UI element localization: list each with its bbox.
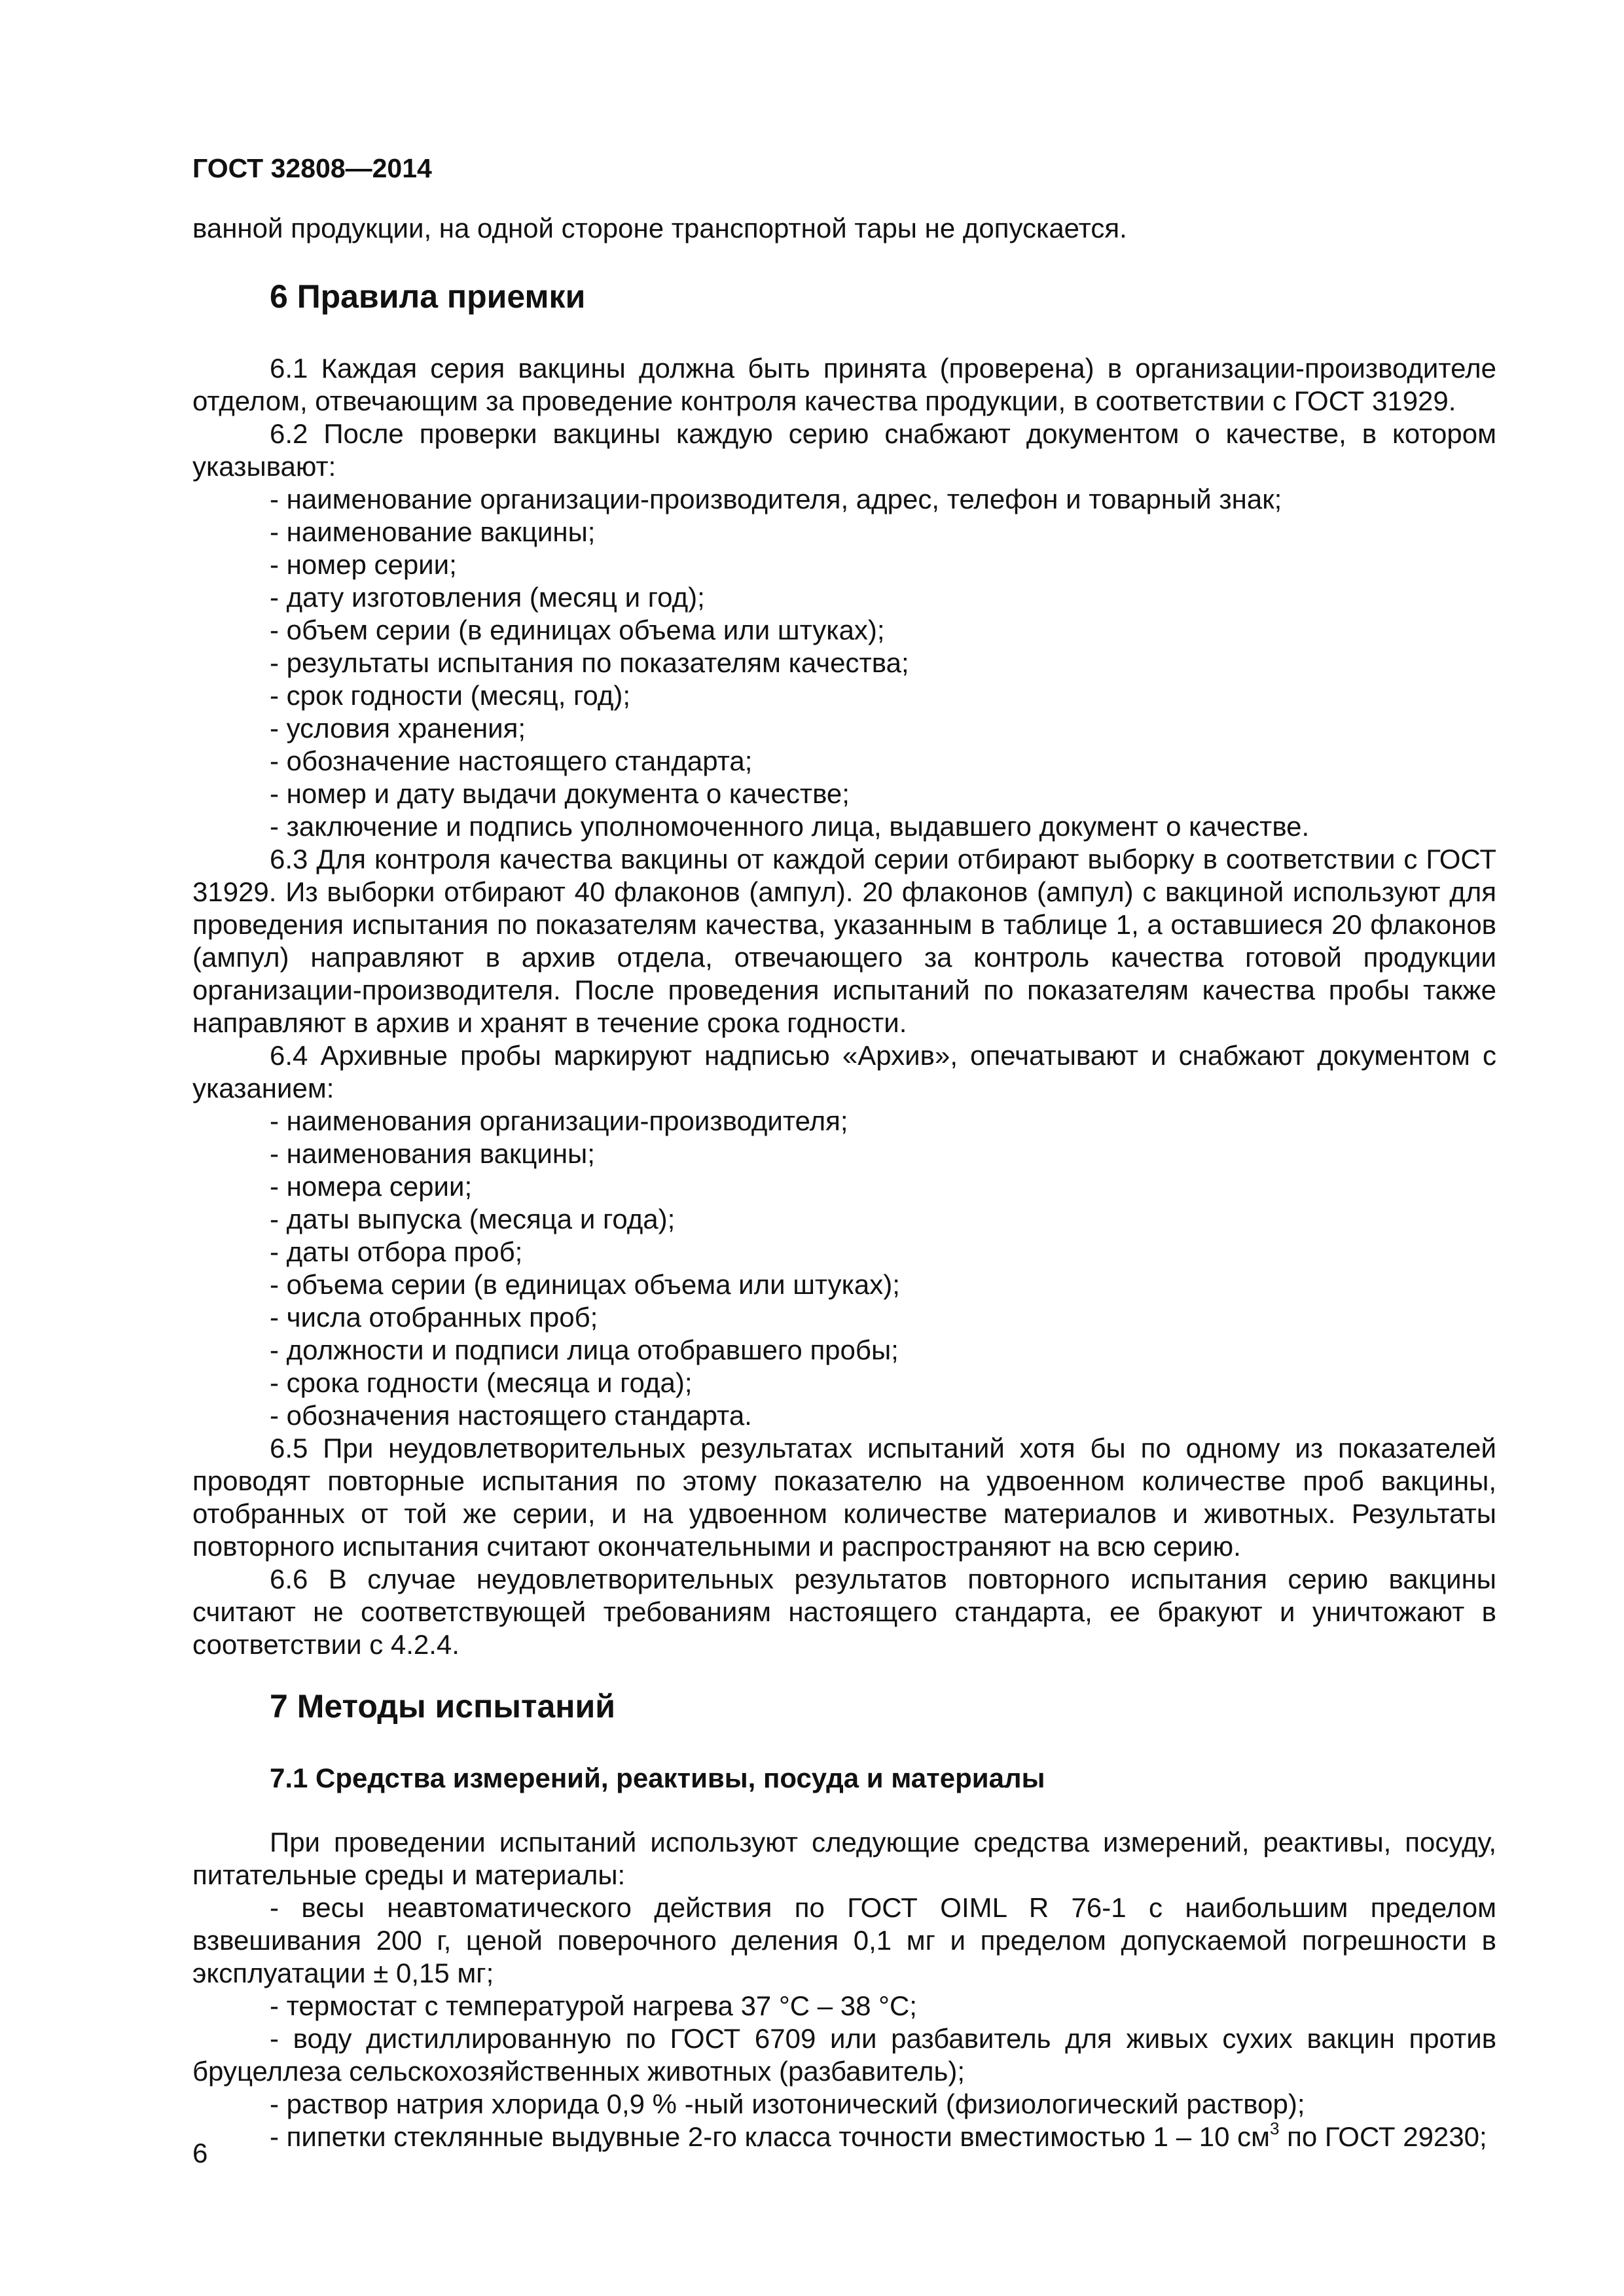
list-item: - раствор натрия хлорида 0,9 % -ный изотонический (физиологический раствор); — [270, 2089, 1305, 2119]
paragraph-6-6: 6.6 В случае неудовлетворительных результатов повторного испытания серию вакцины считают не соответствующей требованиям настоящего стандарта, ее бракуют и уничтожают в соответствии с 4.2.4. — [192, 1564, 1496, 1660]
list-item: - объема серии (в единицах объема или штуках); — [270, 1269, 900, 1300]
list-item: - числа отобранных проб; — [270, 1302, 598, 1333]
list-item: - даты отбора проб; — [270, 1236, 523, 1267]
list-item: - результаты испытания по показателям качества; — [270, 647, 909, 678]
paragraph-6-2: 6.2 После проверки вакцины каждую серию снабжают документом о качестве, в котором указывают: — [192, 418, 1496, 482]
list-item: - наименования вакцины; — [270, 1138, 595, 1169]
list-item: - наименования организации-производителя; — [270, 1105, 848, 1136]
list-item: - заключение и подпись уполномоченного лица, выдавшего документ о качестве. — [270, 811, 1310, 842]
list-item: - обозначение настоящего стандарта; — [270, 745, 753, 776]
list-item: - наименование вакцины; — [270, 516, 596, 547]
paragraph-6-5: 6.5 При неудовлетворительных результатах испытаний хотя бы по одному из показателей проводят повторные испытания по этому показателю на удвоенном количестве проб вакцины, отобранных от той же серии, и на удвоенном количестве материалов и животных. Результаты повторного испытания считают окончательными и распространяют на всю серию. — [192, 1433, 1496, 1562]
list-item: - объем серии (в единицах объема или штуках); — [270, 615, 885, 645]
list-6-4 — [192, 1105, 1496, 1432]
intro-paragraph: ванной продукции, на одной стороне транспортной тары не допускается. — [192, 213, 1127, 243]
list-item: - номера серии; — [270, 1171, 473, 1202]
list-item: - весы неавтоматического действия по ГОСТ OIML R 76-1 с наибольшим пределом взвешивания 200 г, ценой поверочного деления 0,1 мг и пределом допускаемой погрешности в эксплуатации ± 0,15 мг; — [192, 1892, 1496, 1988]
superscript-3: 3 — [1269, 2119, 1280, 2138]
list-item: - номер и дату выдачи документа о качестве; — [270, 778, 850, 809]
list-item: - дату изготовления (месяц и год); — [270, 582, 705, 613]
list-item: - термостат с температурой нагрева 37 °С – 38 °С; — [270, 1990, 917, 2021]
paragraph-7-1: При проведении испытаний используют следующие средства измерений, реактивы, посуду, питательные среды и материалы: — [192, 1827, 1496, 1890]
document-designation: ГОСТ 32808—2014 — [192, 153, 432, 183]
list-item-pipettes — [192, 2121, 1496, 2153]
list-item: - даты выпуска (месяца и года); — [270, 1204, 676, 1234]
list-item: - воду дистиллированную по ГОСТ 6709 или разбавитель для живых сухих вакцин против бруцеллеза сельскохозяйственных животных (разбавитель); — [192, 2023, 1496, 2087]
list-item: - условия хранения; — [270, 713, 526, 744]
list-6-2 — [192, 483, 1496, 843]
list-item: - срока годности (месяца и года); — [270, 1367, 693, 1398]
section-6-heading: 6 Правила приемки — [270, 278, 586, 315]
paragraph-6-1: 6.1 Каждая серия вакцины должна быть принята (проверена) в организации-производителе отделом, отвечающим за проведение контроля качества продукции, в соответствии с ГОСТ 31929. — [192, 353, 1496, 416]
list-item: - наименование организации-производителя, адрес, телефон и товарный знак; — [270, 484, 1282, 514]
page-content — [192, 152, 1496, 2153]
section-7-heading: 7 Методы испытаний — [270, 1688, 615, 1725]
list-item: - должности и подписи лица отобравшего пробы; — [270, 1335, 899, 1365]
pipettes-standard: по ГОСТ 29230; — [1279, 2121, 1487, 2152]
list-item: - обозначения настоящего стандарта. — [270, 1400, 752, 1431]
pipettes-text: - пипетки стеклянные выдувные 2-го класса точности вместимостью 1 – 10 см — [270, 2121, 1270, 2152]
subsection-7-1-heading: 7.1 Средства измерений, реактивы, посуда и материалы — [270, 1763, 1045, 1793]
page-number: 6 — [192, 2138, 208, 2168]
paragraph-6-3: 6.3 Для контроля качества вакцины от каждой серии отбирают выборку в соответствии с ГОСТ 31929. Из выборки отбирают 40 флаконов (ампул). 20 флаконов (ампул) с вакциной используют для проведения испытания по показателям качества, указанным в таблице 1, а оставшиеся 20 флаконов (ампул) направляют в архив отдела, отвечающего за контроль качества готовой продукции организации-производителя. После проведения испытаний по показателям качества пробы также направляют в архив и хранят в течение срока годности. — [192, 844, 1496, 1038]
list-item: - номер серии; — [270, 549, 457, 580]
list-7-1 — [192, 1892, 1496, 2153]
paragraph-6-4: 6.4 Архивные пробы маркируют надписью «Архив», опечатывают и снабжают документом с указанием: — [192, 1040, 1496, 1103]
list-item: - срок годности (месяц, год); — [270, 680, 631, 711]
